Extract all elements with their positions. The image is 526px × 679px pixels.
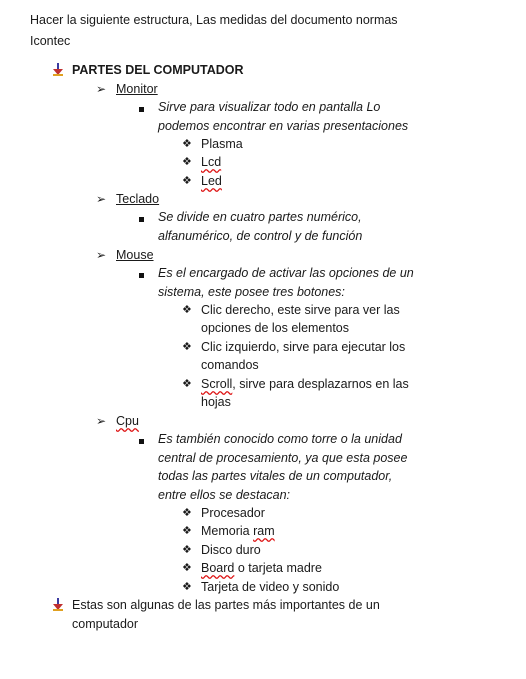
monitor-item-led: Led [201, 174, 222, 188]
mouse-desc-2: sistema, este posee tres botones: [158, 285, 345, 299]
cpu-desc-4: entre ellos se destacan: [158, 488, 291, 502]
outline-title: PARTES DEL COMPUTADOR [72, 63, 244, 77]
diamond-bullet-icon: ❖ [182, 304, 192, 316]
teclado-desc-1: Se divide en cuatro partes numérico, [158, 210, 362, 224]
cpu-desc-2: central de procesamiento, ya que esta posee [158, 451, 408, 465]
cpu-item-memoria [201, 522, 275, 540]
heading-cpu: Cpu [116, 414, 139, 428]
ram-word: ram [253, 524, 275, 538]
monitor-item-plasma: Plasma [201, 137, 243, 151]
board-word: Board [201, 561, 235, 575]
heading-mouse: Mouse [116, 248, 154, 262]
cpu-item-board [201, 559, 322, 577]
monitor-desc-2: podemos encontrar en varias presentaciones [158, 119, 409, 133]
diamond-bullet-icon: ❖ [182, 544, 192, 556]
diamond-bullet-icon: ❖ [182, 507, 192, 519]
mouse-item-1-line-2: opciones de los elementos [201, 321, 350, 335]
mouse-item-3-line-2: hojas [201, 395, 231, 409]
square-bullet-icon [139, 431, 144, 449]
diamond-bullet-icon: ❖ [182, 175, 192, 187]
diamond-bullet-icon: ❖ [182, 562, 192, 574]
memoria-word: Memoria [201, 524, 254, 538]
arrowhead-bullet-icon: ➢ [96, 192, 107, 206]
monitor-desc-1: Sirve para visualizar todo en pantalla Lo [158, 100, 381, 114]
cpu-item-disco: Disco duro [201, 543, 261, 557]
intro-line-2: Icontec [30, 34, 71, 48]
square-bullet-icon [139, 265, 144, 283]
diamond-bullet-icon: ❖ [182, 156, 192, 168]
arrow-bullet-icon [52, 598, 64, 612]
arrow-bullet-icon [52, 63, 64, 77]
diamond-bullet-icon: ❖ [182, 341, 192, 353]
heading-monitor: Monitor [116, 82, 158, 96]
mouse-item-1-line-1: Clic derecho, este sirve para ver las [201, 303, 400, 317]
mouse-desc-1: Es el encargado de activar las opciones de un [158, 266, 414, 280]
square-bullet-icon [139, 99, 144, 117]
cpu-item-procesador: Procesador [201, 506, 265, 520]
heading-teclado: Teclado [116, 192, 160, 206]
cpu-desc-3: todas las partes vitales de un computador, [158, 469, 393, 483]
arrowhead-bullet-icon: ➢ [96, 414, 107, 428]
mouse-item-2-line-2: comandos [201, 358, 259, 372]
arrowhead-bullet-icon: ➢ [96, 82, 107, 96]
teclado-desc-2: alfanumérico, de control y de función [158, 229, 363, 243]
diamond-bullet-icon: ❖ [182, 378, 192, 390]
scroll-rest: , sirve para desplazarnos en las [232, 377, 409, 391]
monitor-item-lcd: Lcd [201, 155, 222, 169]
mouse-item-3-line-1 [201, 375, 409, 393]
closing-line-1: Estas son algunas de las partes más importantes de un [72, 598, 380, 612]
arrowhead-bullet-icon: ➢ [96, 248, 107, 262]
intro-line-1: Hacer la siguiente estructura, Las medidas del documento normas [30, 13, 398, 27]
scroll-word: Scroll [201, 377, 233, 391]
diamond-bullet-icon: ❖ [182, 138, 192, 150]
cpu-item-tarjeta: Tarjeta de video y sonido [201, 580, 340, 594]
board-rest: o tarjeta madre [234, 561, 322, 575]
mouse-item-2-line-1: Clic izquierdo, sirve para ejecutar los [201, 340, 406, 354]
cpu-desc-1: Es también conocido como torre o la unidad [158, 432, 402, 446]
square-bullet-icon [139, 209, 144, 227]
closing-line-2: computador [72, 617, 139, 631]
diamond-bullet-icon: ❖ [182, 525, 192, 537]
diamond-bullet-icon: ❖ [182, 581, 192, 593]
